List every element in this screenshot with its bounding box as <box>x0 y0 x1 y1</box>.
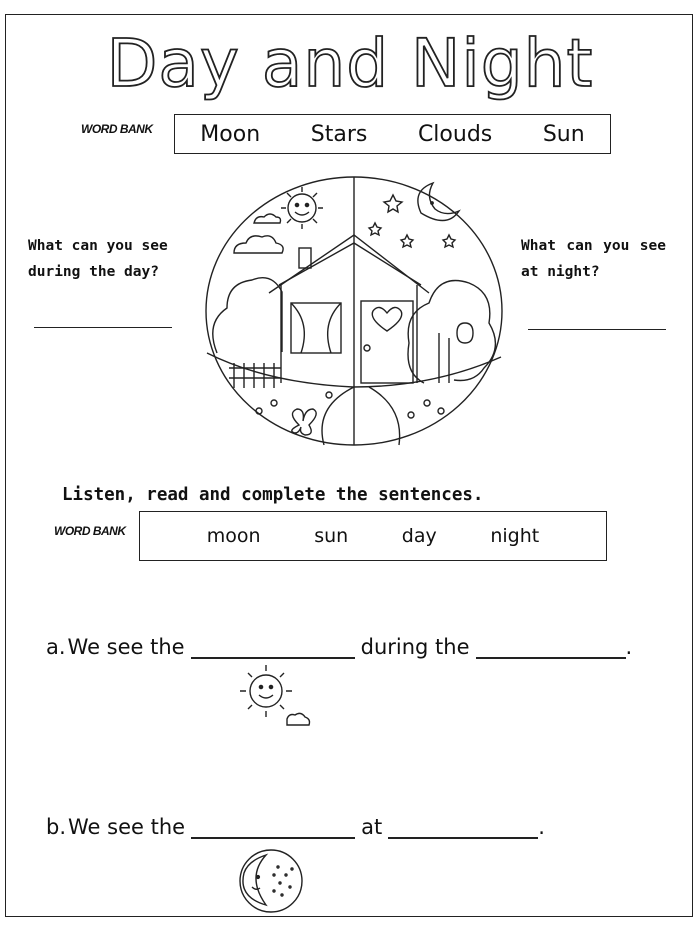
worksheet-page <box>5 14 693 917</box>
word-bank-label: WORD BANK <box>54 524 126 538</box>
sun-icon <box>281 187 323 229</box>
sentence-marker: a. <box>46 635 66 659</box>
sentence-a <box>46 635 632 659</box>
word-bank-word: night <box>490 525 540 547</box>
word-bank-word: Moon <box>200 121 261 147</box>
sentence-blank[interactable] <box>388 819 538 839</box>
word-bank-word: day <box>401 525 437 547</box>
word-bank-word: Sun <box>542 121 585 147</box>
sentence-b <box>46 815 545 839</box>
word-bank-word: Stars <box>310 121 368 147</box>
sentence-text: during the <box>360 635 470 659</box>
sentence-end: . <box>538 815 545 839</box>
night-question: What can you see at night? <box>521 238 666 280</box>
sentence-blank[interactable] <box>191 639 355 659</box>
word-bank-box <box>139 511 607 561</box>
sentence-text: at <box>361 815 383 839</box>
night-answer-line[interactable] <box>528 329 666 330</box>
instruction-text: Listen, read and complete the sentences. <box>62 485 484 505</box>
worksheet-title: Day and Night <box>106 25 594 102</box>
sentence-text: We see the <box>67 635 185 659</box>
sentence-blank[interactable] <box>476 639 626 659</box>
day-answer-line[interactable] <box>34 327 172 328</box>
house-scene-icon <box>199 173 509 458</box>
word-bank-word: Clouds <box>417 121 493 147</box>
word-bank-word: sun <box>314 525 349 547</box>
sentence-end: . <box>625 635 633 659</box>
moon-icon <box>236 847 306 915</box>
word-bank-word: moon <box>206 525 261 547</box>
day-question: What can you see during the day? <box>28 238 168 280</box>
sun-icon <box>229 659 313 729</box>
sentence-blank[interactable] <box>191 819 355 839</box>
word-bank-label: WORD BANK <box>81 122 153 136</box>
sentence-marker: b. <box>46 815 67 839</box>
sentence-text: We see the <box>68 815 186 839</box>
word-bank-box <box>174 114 611 154</box>
